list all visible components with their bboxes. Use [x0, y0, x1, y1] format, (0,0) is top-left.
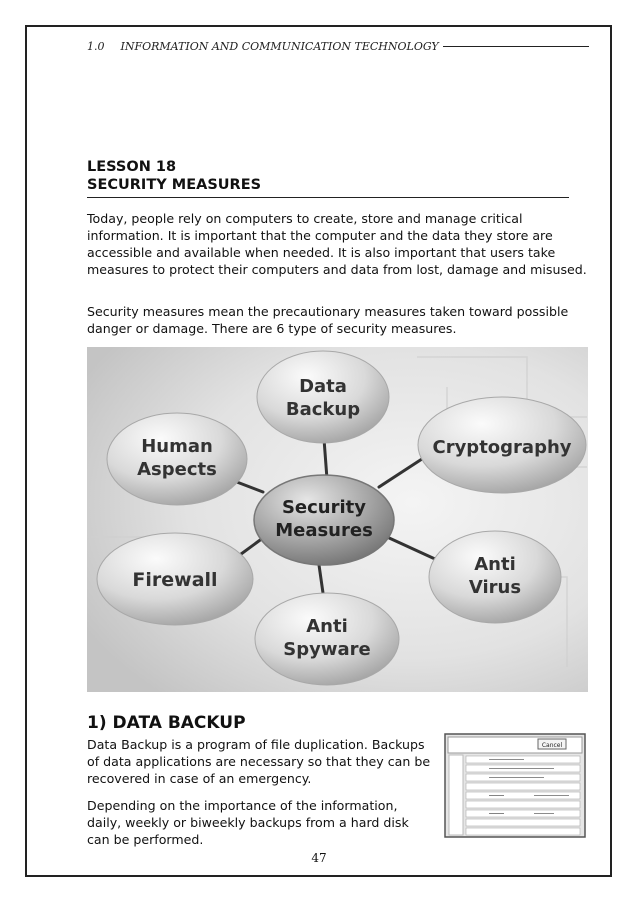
svg-text:Data: Data [299, 376, 347, 397]
svg-text:Cryptography: Cryptography [432, 437, 572, 458]
screenshot-cancel-button: Cancel [541, 742, 563, 749]
lesson-number: LESSON 18 [87, 159, 177, 175]
diagram-node-human-aspects [107, 413, 247, 505]
svg-text:Aspects: Aspects [137, 459, 217, 480]
svg-text:Backup: Backup [285, 399, 361, 420]
section-heading-data-backup: 1) DATA BACKUP [87, 713, 246, 733]
header-number: 1.0 [87, 39, 105, 53]
svg-text:Security: Security [281, 497, 367, 518]
definition-paragraph: Security measures mean the precautionary measures taken toward possible danger or damage. There are 6 type of security measures. [87, 304, 569, 336]
header-rule [443, 46, 589, 47]
data-backup-paragraph-1: Data Backup is a program of file duplication. Backups of data applications are necessary so that they can be recovered in case of an emergency. [87, 737, 431, 786]
header-title: INFORMATION AND COMMUNICATION TECHNOLOGY [120, 39, 439, 53]
diagram-node-data-backup [257, 351, 389, 443]
diagram-node-anti-virus [429, 531, 561, 623]
backup-software-screenshot [444, 733, 586, 838]
diagram-node-cryptography [418, 397, 586, 493]
svg-text:Spyware: Spyware [283, 639, 371, 660]
svg-text:Anti: Anti [474, 554, 516, 575]
diagram-node-anti-spyware [255, 593, 399, 685]
security-measures-diagram [87, 347, 588, 692]
running-header [87, 38, 589, 54]
page-number: 47 [311, 851, 327, 865]
data-backup-paragraph-2: Depending on the importance of the information, daily, weekly or biweekly backups from a hard disk can be performed. [87, 798, 409, 847]
lesson-title: SECURITY MEASURES [87, 177, 262, 193]
svg-text:Virus: Virus [468, 577, 522, 598]
diagram-center-node [254, 475, 394, 565]
diagram-node-firewall [97, 533, 253, 625]
intro-paragraph: Today, people rely on computers to create, store and manage critical information. It is important that the computer and the data they store are accessible and available when needed. It is also important that users take measures to protect their computers and data from lost, damage and misused. [87, 211, 587, 277]
svg-text:Firewall: Firewall [132, 569, 218, 591]
svg-text:Measures: Measures [275, 520, 373, 541]
svg-text:Human: Human [141, 436, 213, 457]
lesson-heading [87, 158, 569, 194]
lesson-rule [87, 197, 569, 198]
svg-text:Anti: Anti [306, 616, 348, 637]
